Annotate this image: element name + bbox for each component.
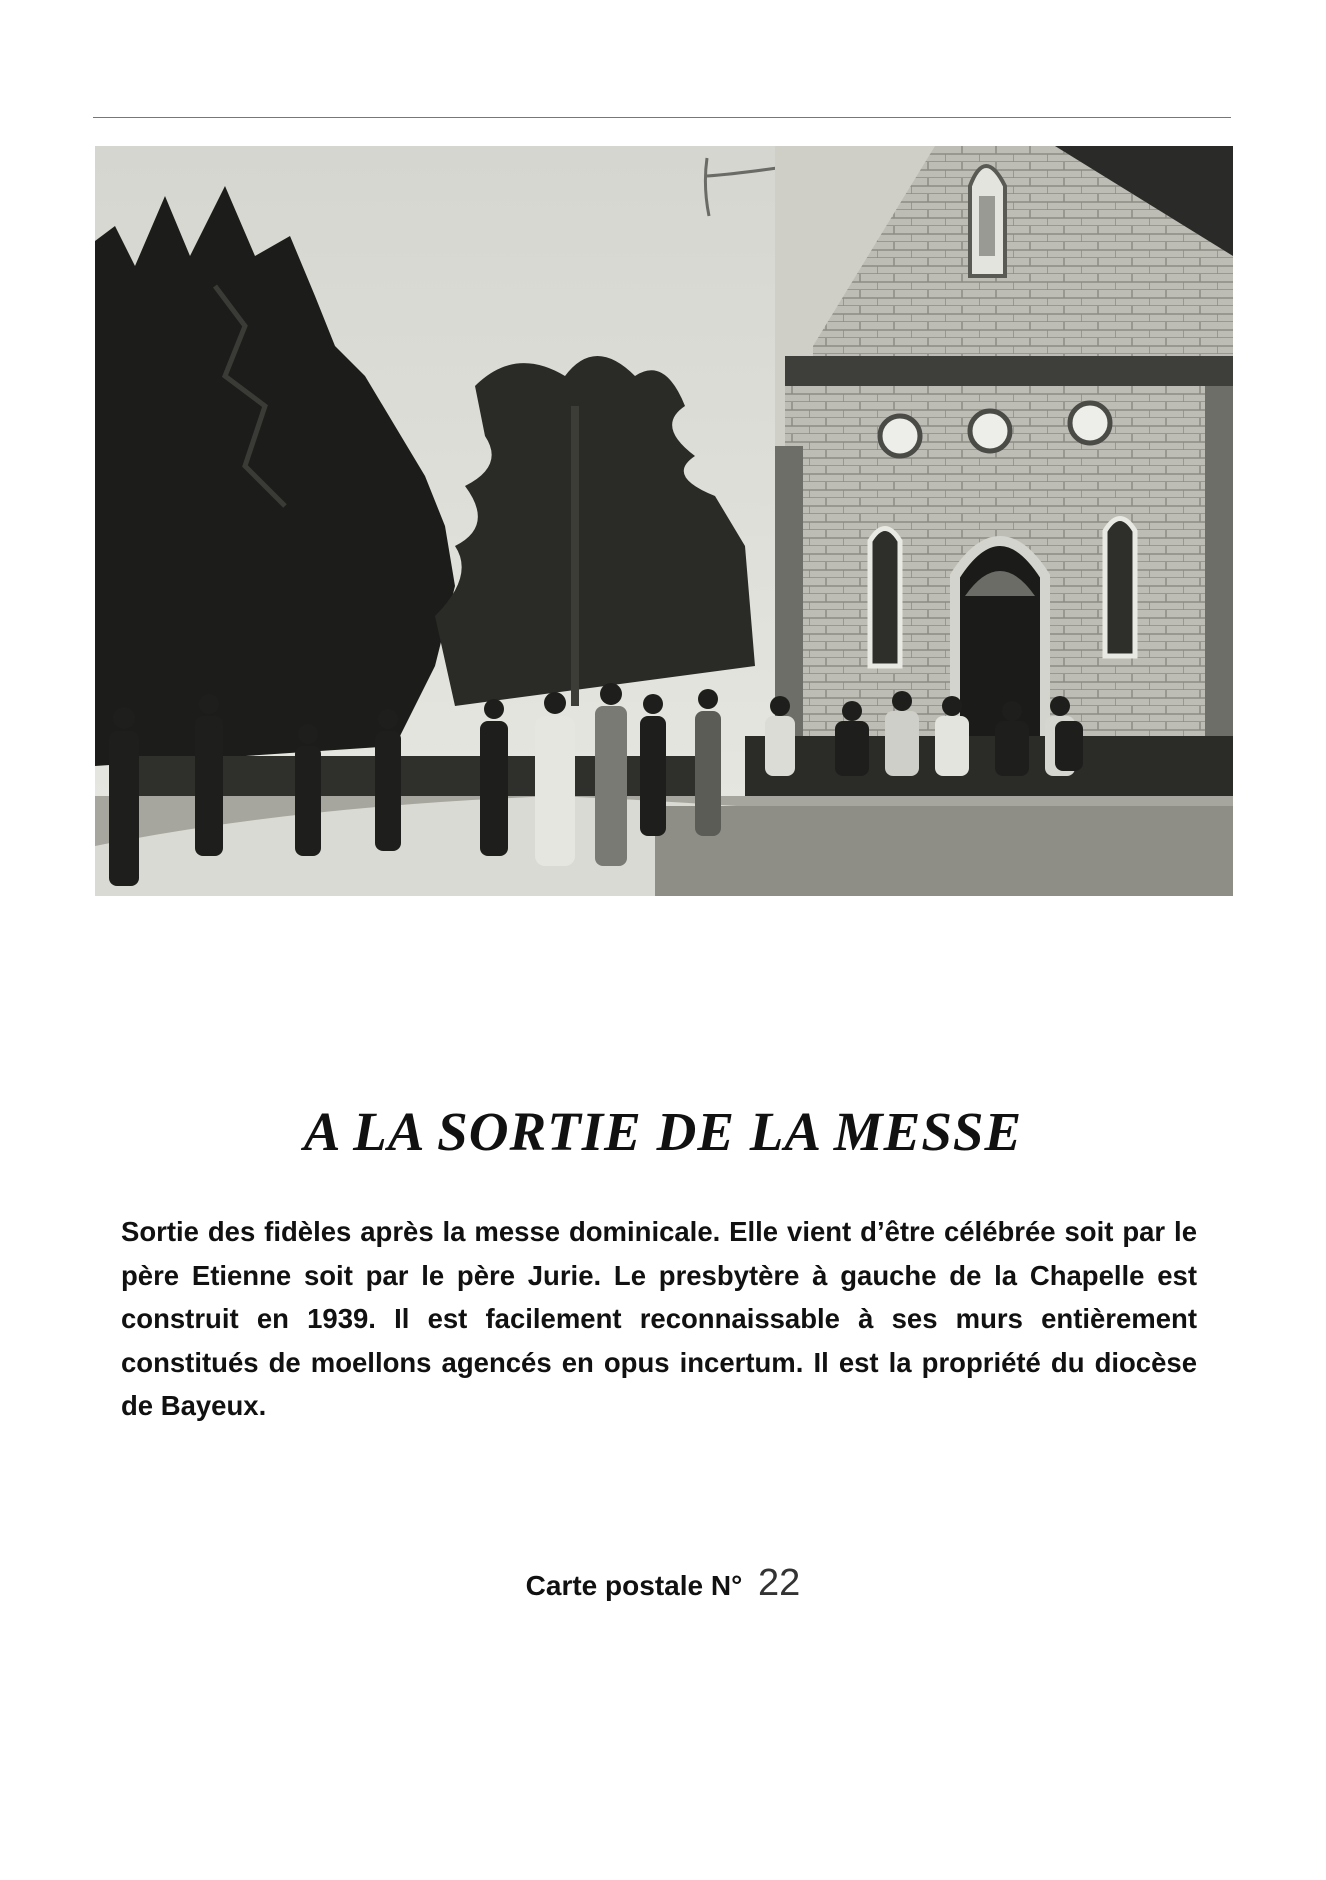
top-rule xyxy=(93,117,1231,118)
postcard-photo xyxy=(95,146,1233,896)
caption-label: Carte postale N° xyxy=(525,1570,743,1601)
page-title: A LA SORTIE DE LA MESSE xyxy=(303,1101,1023,1162)
hedge xyxy=(745,736,1233,806)
postcard-caption xyxy=(0,1562,1326,1605)
postcard-number: 22 xyxy=(758,1562,801,1604)
chapel xyxy=(775,146,1233,766)
body-paragraph: Sortie des fidèles après la messe dominicale. Elle vient d’être célébrée soit par le père Etienne soit par le père Jurie. Le presbytère à gauche de la Chapelle est construit en 1939. Il est facilement reconnaissable à ses murs entièrement constitués de moellons agencés en opus incertum. Il est la propriété du diocèse de Bayeux. xyxy=(121,1216,1197,1421)
